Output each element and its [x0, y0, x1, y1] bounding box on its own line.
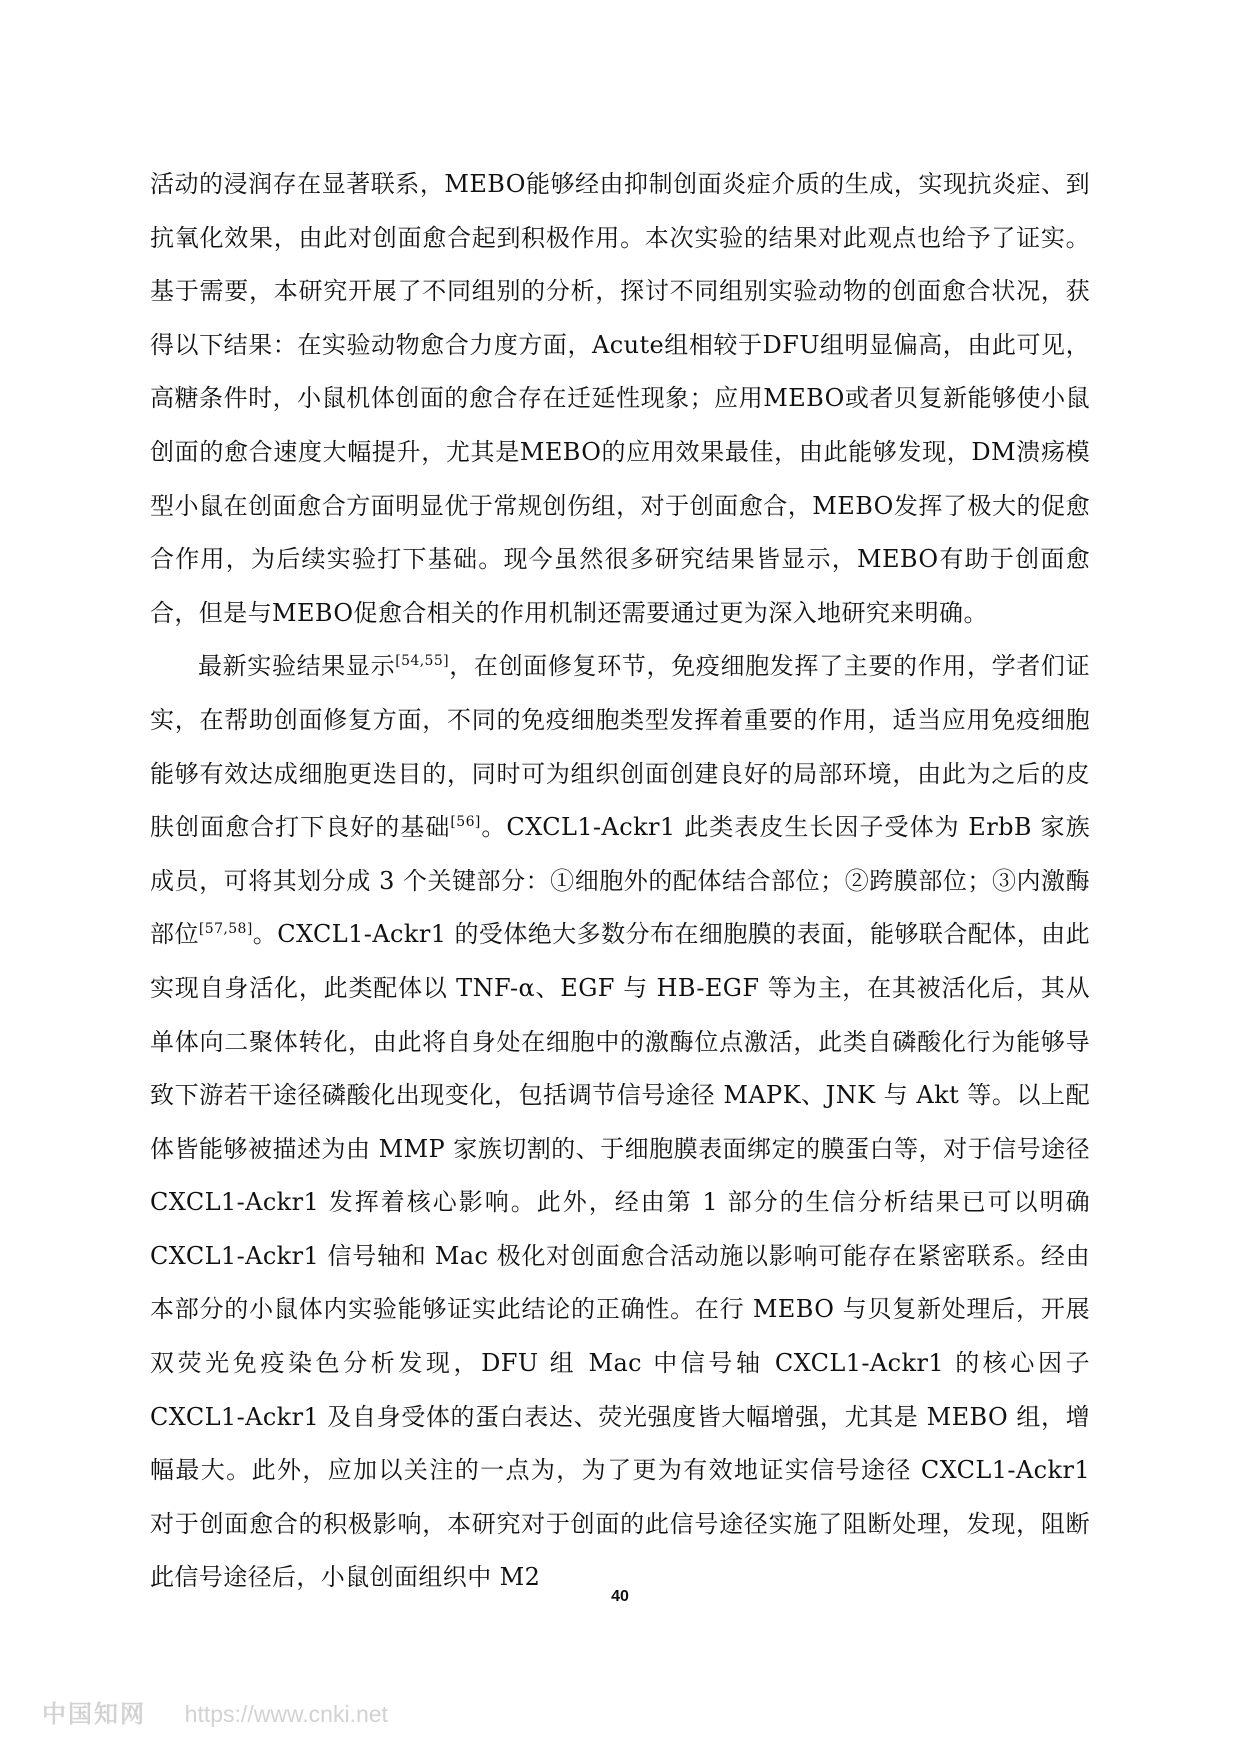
paragraph-text: 活动的浸润存在显著联系，MEBO能够经由抑制创面炎症介质的生成，实现抗炎症、到抗氧化效果，由此对创面愈合起到积极作用。本次实验的结果对此观点也给予了证实。基于需要，本研究开展了不同组别的分析，探讨不同组别实验动物的创面愈合状况，获得以下结果：在实验动物愈合力度方面，Acute组相较于DFU组明显偏高，由此可见，高糖条件时，小鼠机体创面的愈合存在迁延性现象；应用MEBO或者贝复新能够使小鼠创面的愈合速度大幅提升，尤其是MEBO的应用效果最佳，由此能够发现，DM溃疡模型小鼠在创面愈合方面明显优于常规创伤组，对于创面愈合，MEBO发挥了极大的促愈合作用，为后续实验打下基础。现今虽然很多研究结果皆显示，MEBO有助于创面愈合，但是与MEBO促愈合相关的作用机制还需要通过更为深入地研究来明确。: [150, 170, 1090, 627]
paragraph-text: ，在创面修复环节，免疫细胞发挥了主要的作用，学者们证实，在帮助创面修复方面，不同的免疫细胞类型发挥着重要的作用，适当应用免疫细胞能够有效达成细胞更迭目的，同时可为组织创面创建良好的局部环境，由此为之后的皮肤创面愈合打下良好的基础: [150, 652, 1090, 842]
citation-ref: [54,55]: [395, 653, 450, 670]
citation-ref: [56]: [450, 814, 481, 831]
page-number: 40: [611, 1588, 629, 1605]
paragraph-2: [150, 640, 1090, 1605]
watermark-url: https://www.cnki.net: [184, 1701, 388, 1727]
paragraph-1: [150, 158, 1090, 640]
paragraph-text: 。CXCL1-Ackr1 此类表皮生长因子受体为 ErbB 家族成员，可将其划分成 3 个关键部分：①细胞外的配体结合部位；②跨膜部位；③内激酶部位: [150, 813, 1090, 949]
citation-ref: [57,58]: [198, 921, 253, 938]
body-text: [150, 158, 1090, 1605]
cnki-watermark: [42, 1694, 388, 1729]
paragraph-text: 。CXCL1-Ackr1 的受体绝大多数分布在细胞膜的表面，能够联合配体，由此实现自身活化，此类配体以 TNF-α、EGF 与 HB-EGF 等为主，在其被活化后，其从单体向二聚体转化，由此将自身处在细胞中的激酶位点激活，此类自磷酸化行为能够导致下游若干途径磷酸化出现变化，包括调节信号途径 MAPK、JNK 与 Akt 等。以上配体皆能够被描述为由 MMP 家族切割的、于细胞膜表面绑定的膜蛋白等，对于信号途径 CXCL1-Ackr1 发挥着核心影响。此外，经由第 1 部分的生信分析结果已可以明确 CXCL1-Ackr1 信号轴和 Mac 极化对创面愈合活动施以影响可能存在紧密联系。经由本部分的小鼠体内实验能够证实此结论的正确性。在行 MEBO 与贝复新处理后，开展双荧光免疫染色分析发现，DFU 组 Mac 中信号轴 CXCL1-Ackr1 的核心因子 CXCL1-Ackr1 及自身受体的蛋白表达、荧光强度皆大幅增强，尤其是 MEBO 组，增幅最大。此外，应加以关注的一点为，为了更为有效地证实信号途径 CXCL1-Ackr1 对于创面愈合的积极影响，本研究对于创面的此信号途径实施了阻断处理，发现，阻断此信号途径后，小鼠创面组织中 M2: [150, 920, 1090, 1592]
paragraph-text: 最新实验结果显示: [198, 652, 396, 681]
watermark-logo: 中国知网: [42, 1701, 146, 1728]
